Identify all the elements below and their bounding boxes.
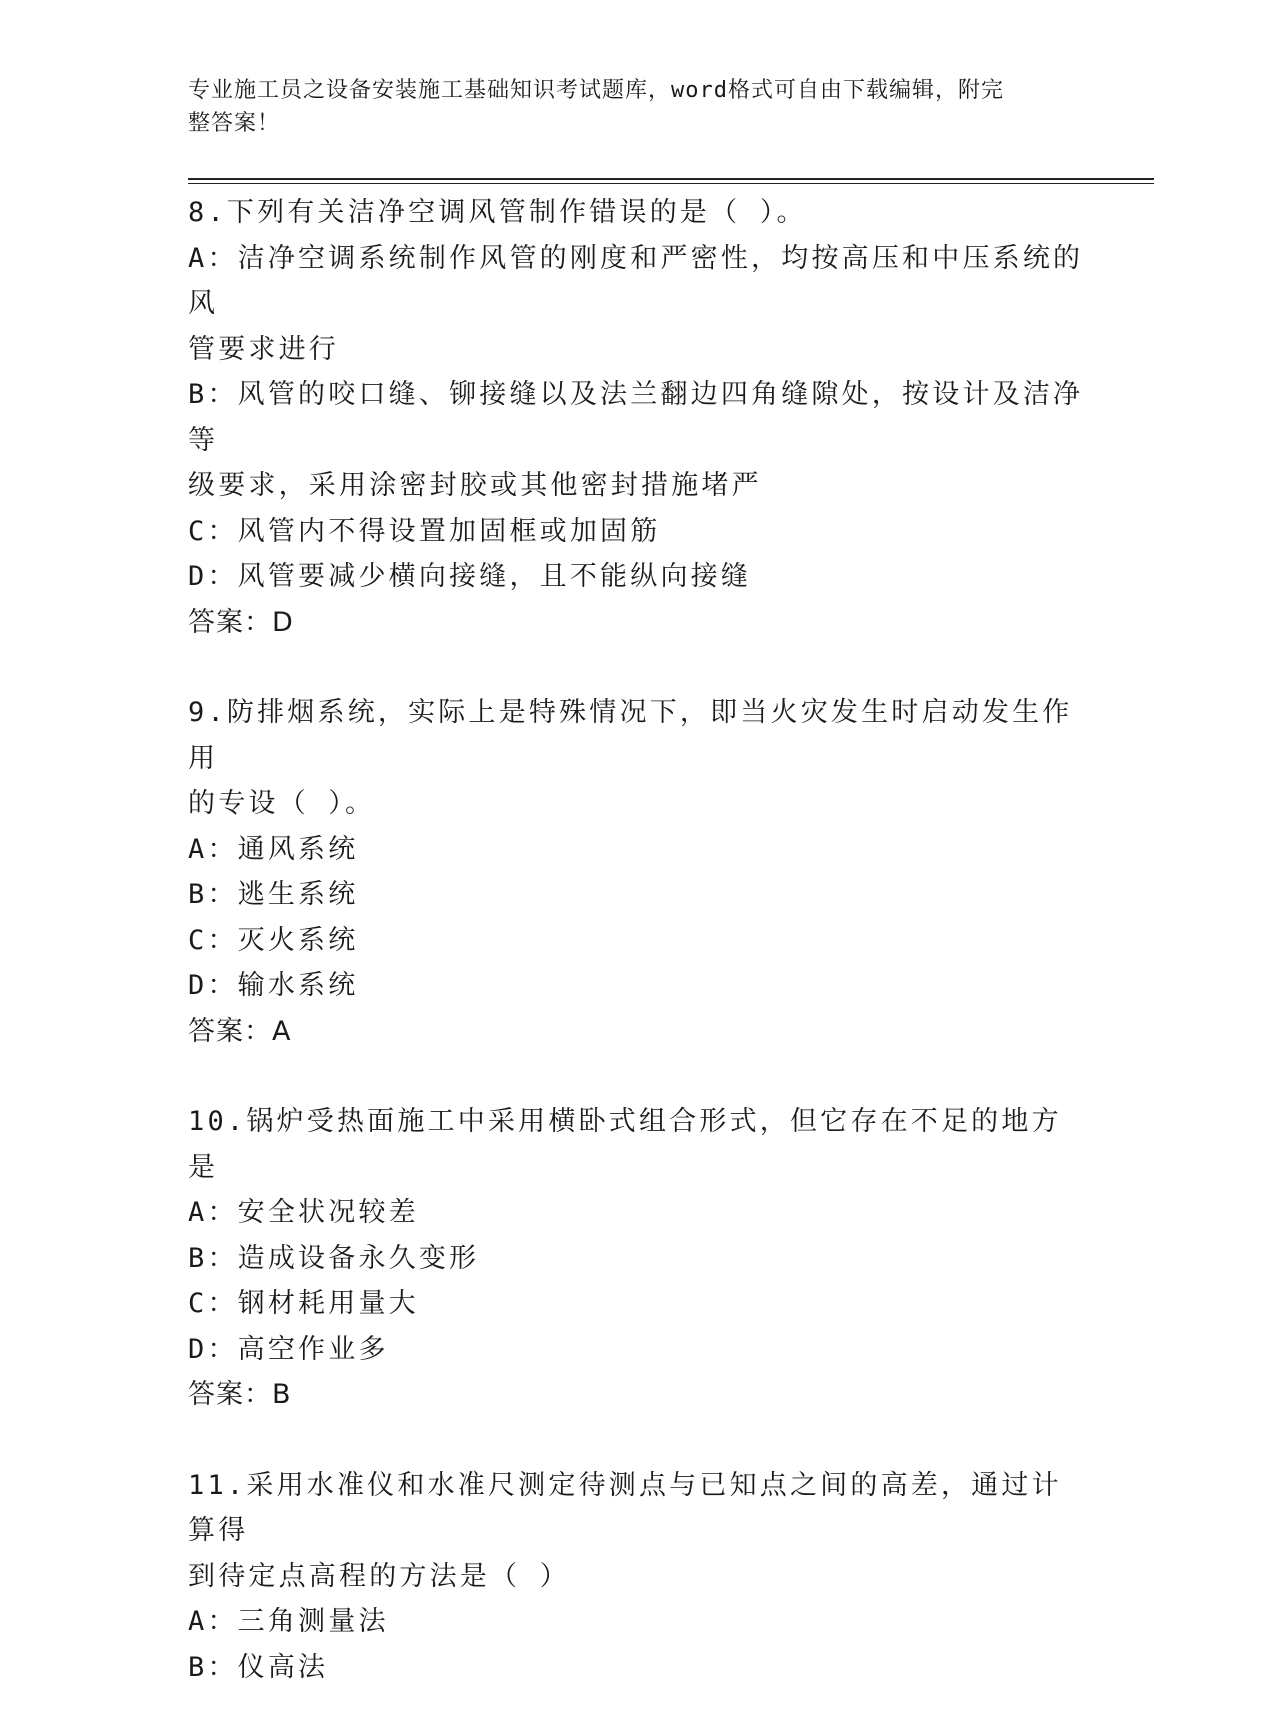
answer-option: B：逃生系统 bbox=[188, 879, 359, 910]
answer-option: A：洁净空调系统制作风管的刚度和严密性，均按高压和中压系统的风 bbox=[188, 242, 1084, 319]
correct-answer: 答案：A bbox=[188, 1015, 292, 1047]
answer-option: B：造成设备永久变形 bbox=[188, 1242, 480, 1274]
answer-option: A：三角测量法 bbox=[188, 1606, 389, 1637]
header-line-2: 整答案！ bbox=[188, 111, 281, 136]
correct-answer: 答案：D bbox=[188, 606, 294, 638]
header-divider-thick bbox=[188, 178, 1154, 180]
question-stem: 9.防排烟系统，实际上是特殊情况下，即当火灾发生时启动发生作用 bbox=[188, 697, 1073, 774]
answer-option: B：仪高法 bbox=[188, 1651, 329, 1683]
correct-answer: 答案：B bbox=[188, 1379, 292, 1410]
answer-option: A：通风系统 bbox=[188, 833, 359, 865]
question-block bbox=[188, 1099, 1088, 1418]
header-divider-thin bbox=[188, 183, 1154, 184]
answer-option: C：灭火系统 bbox=[188, 924, 359, 956]
question-list bbox=[188, 190, 1088, 1735]
question-stem: 8.下列有关洁净空调风管制作错误的是（ ）。 bbox=[188, 197, 807, 228]
answer-option: C：钢材耗用量大 bbox=[188, 1288, 419, 1319]
answer-option: D：风管要减少横向接缝，且不能纵向接缝 bbox=[188, 561, 752, 592]
question-stem: 到待定点高程的方法是（ ） bbox=[188, 1560, 570, 1592]
question-stem: 11.采用水准仪和水准尺测定待测点与已知点之间的高差，通过计算得 bbox=[188, 1469, 1062, 1546]
question-stem: 的专设（ ）。 bbox=[188, 788, 376, 819]
answer-option: C：风管内不得设置加固框或加固筋 bbox=[188, 515, 661, 547]
answer-option: 管要求进行 bbox=[188, 333, 339, 365]
question-block bbox=[188, 1463, 1088, 1691]
question-block bbox=[188, 690, 1088, 1054]
answer-option: A：安全状况较差 bbox=[188, 1197, 419, 1228]
question-stem: 10.锅炉受热面施工中采用横卧式组合形式，但它存在不足的地方是 bbox=[188, 1106, 1062, 1183]
header-line-1: 专业施工员之设备安装施工基础知识考试题库，word格式可自由下载编辑，附完 bbox=[188, 78, 1004, 103]
document-header bbox=[188, 74, 1068, 140]
question-block bbox=[188, 190, 1088, 645]
answer-option: D：高空作业多 bbox=[188, 1333, 389, 1365]
answer-option: D：输水系统 bbox=[188, 970, 359, 1001]
answer-option: 级要求，采用涂密封胶或其他密封措施堵严 bbox=[188, 470, 762, 501]
answer-option: B：风管的咬口缝、铆接缝以及法兰翻边四角缝隙处，按设计及洁净等 bbox=[188, 379, 1084, 456]
